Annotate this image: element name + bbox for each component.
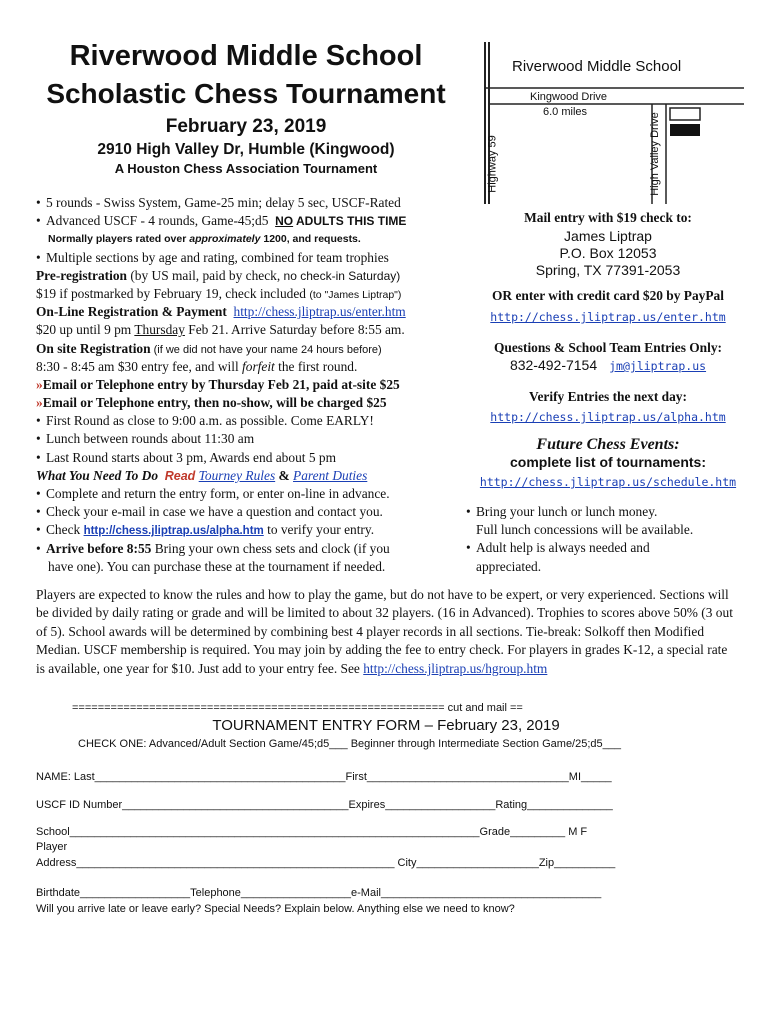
mail-pobox: P.O. Box 12053 bbox=[559, 245, 657, 261]
list-item: • Check http://chess.jliptrap.us/alpha.htm to verify your entry. bbox=[36, 522, 375, 538]
notes-list bbox=[466, 503, 750, 576]
cut-line: ========================================================== cut and mail == bbox=[72, 702, 523, 714]
paypal-enter-link[interactable]: http://chess.jliptrap.us/enter.htm bbox=[490, 310, 726, 324]
mail-entry-heading: Mail entry with $19 check to: bbox=[524, 210, 692, 225]
list-item: • 5 rounds - Swiss System, Game-25 min; delay 5 sec, USCF-Rated bbox=[36, 195, 401, 210]
location-map bbox=[476, 38, 746, 208]
list-item: • First Round as close to 9:00 a.m. as possible. Come EARLY! bbox=[36, 413, 374, 429]
player-label: Player bbox=[36, 841, 68, 853]
list-item: • Check your e-mail in case we have a question and contact you. bbox=[36, 504, 383, 520]
list-item: • Bring your lunch or lunch money. bbox=[466, 504, 658, 519]
school-field[interactable]: School___________________________________________________________________Grade_________ M F bbox=[36, 826, 588, 838]
list-item: On site Registration (if we did not have your name 24 hours before) bbox=[36, 340, 382, 356]
list-item: • Lunch between rounds about 11:30 am bbox=[36, 431, 255, 447]
list-item: $19 if postmarked by February 19, check included (to "James Liptrap") bbox=[36, 285, 402, 301]
list-item: have one). You can purchase these at the tournament if needed. bbox=[48, 558, 386, 574]
mail-name: James Liptrap bbox=[564, 228, 652, 244]
school-building bbox=[670, 124, 700, 136]
form-title: TOURNAMENT ENTRY FORM – February 23, 2019 bbox=[212, 717, 560, 734]
list-item-note: Normally players rated over approximately 1200, and requests. bbox=[48, 233, 361, 246]
list-item: »Email or Telephone entry by Thursday Feb 21, paid at-site $25 bbox=[36, 376, 400, 392]
list-item: • Multiple sections by age and rating, combined for team trophies bbox=[36, 249, 389, 265]
right-column bbox=[466, 210, 750, 491]
venue-address: 2910 High Valley Dr, Humble (Kingwood) bbox=[97, 141, 395, 158]
complete-list-heading: complete list of tournaments: bbox=[509, 454, 707, 470]
contact-phone: 832-492-7154 bbox=[509, 357, 598, 373]
map-road-kingwood: Kingwood Drive bbox=[530, 91, 608, 103]
name-field[interactable]: NAME: Last_________________________________________First_________________________________MI_____ bbox=[36, 771, 612, 783]
school-building-outline bbox=[670, 108, 700, 120]
questions-heading: Questions & School Team Entries Only: bbox=[493, 340, 723, 355]
list-item: appreciated. bbox=[476, 558, 542, 574]
association-line: A Houston Chess Association Tournament bbox=[114, 161, 378, 176]
map-high-valley-label: High Valley Drive bbox=[648, 112, 661, 196]
list-item: • Last Round starts about 3 pm, Awards end about 5 pm bbox=[36, 449, 336, 465]
list-item: • Advanced USCF - 4 rounds, Game-45;d5 NO ADULTS THIS TIME bbox=[36, 213, 407, 229]
paypal-heading: OR enter with credit card $20 by PayPal bbox=[492, 288, 724, 303]
map-distance: 6.0 miles bbox=[543, 106, 588, 118]
rules-paragraph: Players are expected to know the rules and how to play the game, but do not have to be expert, or very experienced. Sections will be divided by daily rating or grade and will be limited to about 32 players. (16 in Advanced). Trophies to scores above 50% (3 out of 5). School awards will be determined by combining best 4 player records in all sections. Tie-break: Solkoff then Modified Median. USCF membership is required. You may join by adding the fee to entry check. For players in grades K-12, a special rate is available, one year for $10. Just add to your entry fee. See http://chess.jliptrap.us/hgroup.htm bbox=[36, 587, 733, 676]
verify-heading: Verify Entries the next day: bbox=[529, 389, 687, 404]
tournament-date: February 23, 2019 bbox=[165, 116, 327, 137]
parent-duties-link[interactable]: Parent Duties bbox=[293, 467, 368, 483]
list-item: 8:30 - 8:45 am $30 entry fee, and will forfeit the first round. bbox=[36, 358, 358, 374]
hgroup-link[interactable]: http://chess.jliptrap.us/hgroup.htm bbox=[363, 660, 548, 676]
title-line-1: Riverwood Middle School bbox=[69, 40, 423, 72]
map-highway-label: Highway 59 bbox=[486, 135, 499, 193]
list-item: $20 up until 9 pm Thursday Feb 21. Arrive Saturday before 8:55 am. bbox=[36, 322, 405, 338]
verify-entry-link[interactable]: http://chess.jliptrap.us/alpha.htm bbox=[83, 525, 264, 538]
special-needs-question: Will you arrive late or leave early? Special Needs? Explain below. Anything else we need to know? bbox=[36, 903, 515, 915]
address-field[interactable]: Address____________________________________________________ City____________________Zip__________ bbox=[36, 857, 616, 869]
left-column bbox=[36, 194, 466, 576]
list-item: On-Line Registration & Payment http://chess.jliptrap.us/enter.htm bbox=[36, 304, 406, 320]
uscf-field[interactable]: USCF ID Number_____________________________________Expires__________________Rating______________ bbox=[36, 799, 613, 811]
list-item: What You Need To Do Read Tourney Rules & Parent Duties bbox=[36, 467, 368, 483]
list-item: »Email or Telephone entry, then no-show, will be charged $25 bbox=[36, 395, 387, 411]
list-item: Full lunch concessions will be available. bbox=[476, 522, 694, 538]
title-line-2: Scholastic Chess Tournament bbox=[46, 78, 446, 109]
birthdate-field[interactable]: Birthdate__________________Telephone__________________e-Mail____________________________________ bbox=[36, 887, 602, 899]
contact-email-link[interactable]: jm@jliptrap.us bbox=[609, 359, 707, 373]
list-item: Pre-registration (by US mail, paid by check, no check-in Saturday) bbox=[36, 267, 401, 283]
mail-city: Spring, TX 77391-2053 bbox=[535, 262, 681, 278]
alpha-link[interactable]: http://chess.jliptrap.us/alpha.htm bbox=[490, 410, 726, 424]
tourney-rules-link[interactable]: Tourney Rules bbox=[198, 467, 276, 483]
section-choice[interactable]: CHECK ONE: Advanced/Adult Section Game/45;d5___ Beginner through Intermediate Section Game/25;d5___ bbox=[78, 738, 621, 750]
online-entry-link[interactable]: http://chess.jliptrap.us/enter.htm bbox=[233, 304, 406, 320]
list-item: • Arrive before 8:55 Bring your own chess sets and clock (if you bbox=[36, 540, 390, 556]
schedule-link[interactable]: http://chess.jliptrap.us/schedule.htm bbox=[479, 475, 737, 489]
map-school-label: Riverwood Middle School bbox=[512, 58, 682, 75]
list-item: • Complete and return the entry form, or enter on-line in advance. bbox=[36, 486, 390, 501]
list-item: • Adult help is always needed and bbox=[466, 540, 650, 556]
future-events-heading: Future Chess Events: bbox=[536, 436, 680, 453]
